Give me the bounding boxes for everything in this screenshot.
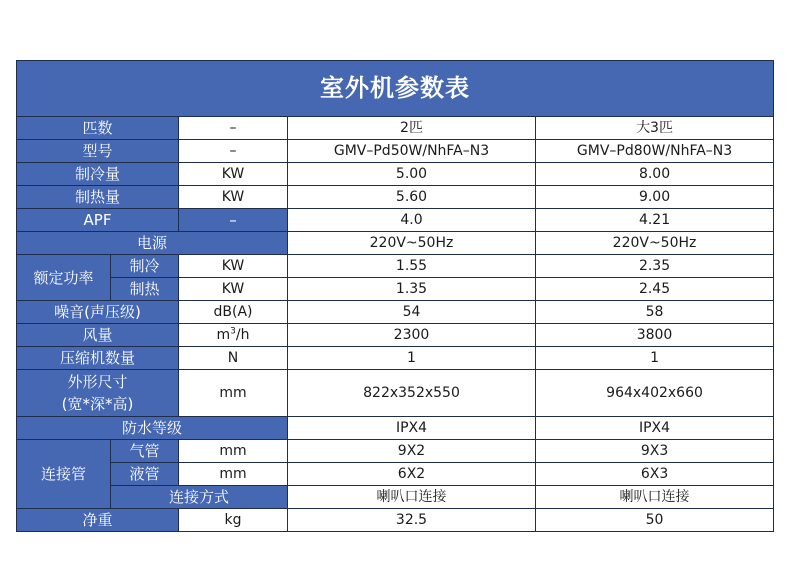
table-row [17, 186, 774, 209]
spec-table [16, 60, 774, 532]
table-row [17, 440, 774, 463]
sub-label: 制冷 [111, 255, 179, 278]
unit-superscript: 3 [230, 326, 236, 337]
table-row [17, 486, 774, 509]
table-row [17, 232, 774, 255]
value-cell-b: 9.00 [536, 186, 774, 209]
table-row [17, 417, 774, 440]
value-cell-a: 5.00 [288, 163, 536, 186]
value-cell-a: 822x352x550 [288, 370, 536, 417]
table-row [17, 209, 774, 232]
label-line: 外形尺寸 [67, 373, 128, 391]
row-label: 压缩机数量 [17, 347, 179, 370]
value-cell-b: 3800 [536, 324, 774, 347]
sub-label: 制热 [111, 278, 179, 301]
value-cell-a: 1 [288, 347, 536, 370]
table-row [17, 278, 774, 301]
unit-cell [179, 324, 288, 347]
group-label-rated-power: 额定功率 [17, 255, 111, 301]
table-row [17, 163, 774, 186]
value-cell-b: 6X3 [536, 463, 774, 486]
value-cell-b: 50 [536, 509, 774, 532]
row-label: APF [17, 209, 179, 232]
value-cell-b: IPX4 [536, 417, 774, 440]
value-cell-b: GMV–Pd80W/NhFA–N3 [536, 140, 774, 163]
unit-cell: mm [179, 440, 288, 463]
row-label: 匹数 [17, 117, 179, 140]
sub-label: 液管 [111, 463, 179, 486]
value-cell-a: 喇叭口连接 [288, 486, 536, 509]
value-cell-a: 1.55 [288, 255, 536, 278]
unit-cell: – [179, 117, 288, 140]
table-row [17, 370, 774, 417]
value-cell-a: 2300 [288, 324, 536, 347]
row-label: 型号 [17, 140, 179, 163]
value-cell-a: GMV–Pd50W/NhFA–N3 [288, 140, 536, 163]
value-cell-a: 5.60 [288, 186, 536, 209]
unit-cell: – [179, 209, 288, 232]
unit-cell: KW [179, 255, 288, 278]
value-cell-b: 2.35 [536, 255, 774, 278]
table-row [17, 255, 774, 278]
value-cell-a: 4.0 [288, 209, 536, 232]
table-row [17, 301, 774, 324]
unit-cell: mm [179, 370, 288, 417]
unit-cell: kg [179, 509, 288, 532]
unit-cell: KW [179, 163, 288, 186]
unit-rest: /h [235, 327, 250, 343]
row-label: 噪音(声压级) [17, 301, 179, 324]
row-label: 防水等级 [17, 417, 288, 440]
value-cell-a: 6X2 [288, 463, 536, 486]
sub-label: 气管 [111, 440, 179, 463]
value-cell-b: 8.00 [536, 163, 774, 186]
value-cell-b: 220V~50Hz [536, 232, 774, 255]
row-label: 电源 [17, 232, 288, 255]
value-cell-b: 2.45 [536, 278, 774, 301]
table-row [17, 324, 774, 347]
value-cell-a: 220V~50Hz [288, 232, 536, 255]
table-title: 室外机参数表 [17, 61, 774, 117]
value-cell-b: 9X3 [536, 440, 774, 463]
unit-cell: – [179, 140, 288, 163]
unit-cell: mm [179, 463, 288, 486]
value-cell-b: 58 [536, 301, 774, 324]
table-row [17, 509, 774, 532]
row-label: 风量 [17, 324, 179, 347]
group-label-pipe: 连接管 [17, 440, 111, 509]
unit-base: m [216, 327, 231, 343]
value-cell-b: 喇叭口连接 [536, 486, 774, 509]
unit-cell: KW [179, 186, 288, 209]
value-cell-b: 1 [536, 347, 774, 370]
value-cell-a: 54 [288, 301, 536, 324]
value-cell-a: 9X2 [288, 440, 536, 463]
value-cell-a: IPX4 [288, 417, 536, 440]
value-cell-b: 964x402x660 [536, 370, 774, 417]
unit-cell: N [179, 347, 288, 370]
row-label-dimensions [17, 370, 179, 417]
value-cell-a: 1.35 [288, 278, 536, 301]
label-line: (宽*深*高) [61, 395, 134, 413]
row-label: 制热量 [17, 186, 179, 209]
value-cell-b: 4.21 [536, 209, 774, 232]
table-row [17, 347, 774, 370]
title-row [17, 61, 774, 117]
unit-cell: KW [179, 278, 288, 301]
table-row [17, 117, 774, 140]
row-label: 净重 [17, 509, 179, 532]
unit-cell: dB(A) [179, 301, 288, 324]
value-cell-a: 32.5 [288, 509, 536, 532]
value-cell-a: 2匹 [288, 117, 536, 140]
table-row [17, 140, 774, 163]
value-cell-b: 大3匹 [536, 117, 774, 140]
table-row [17, 463, 774, 486]
sub-label: 连接方式 [111, 486, 288, 509]
row-label: 制冷量 [17, 163, 179, 186]
